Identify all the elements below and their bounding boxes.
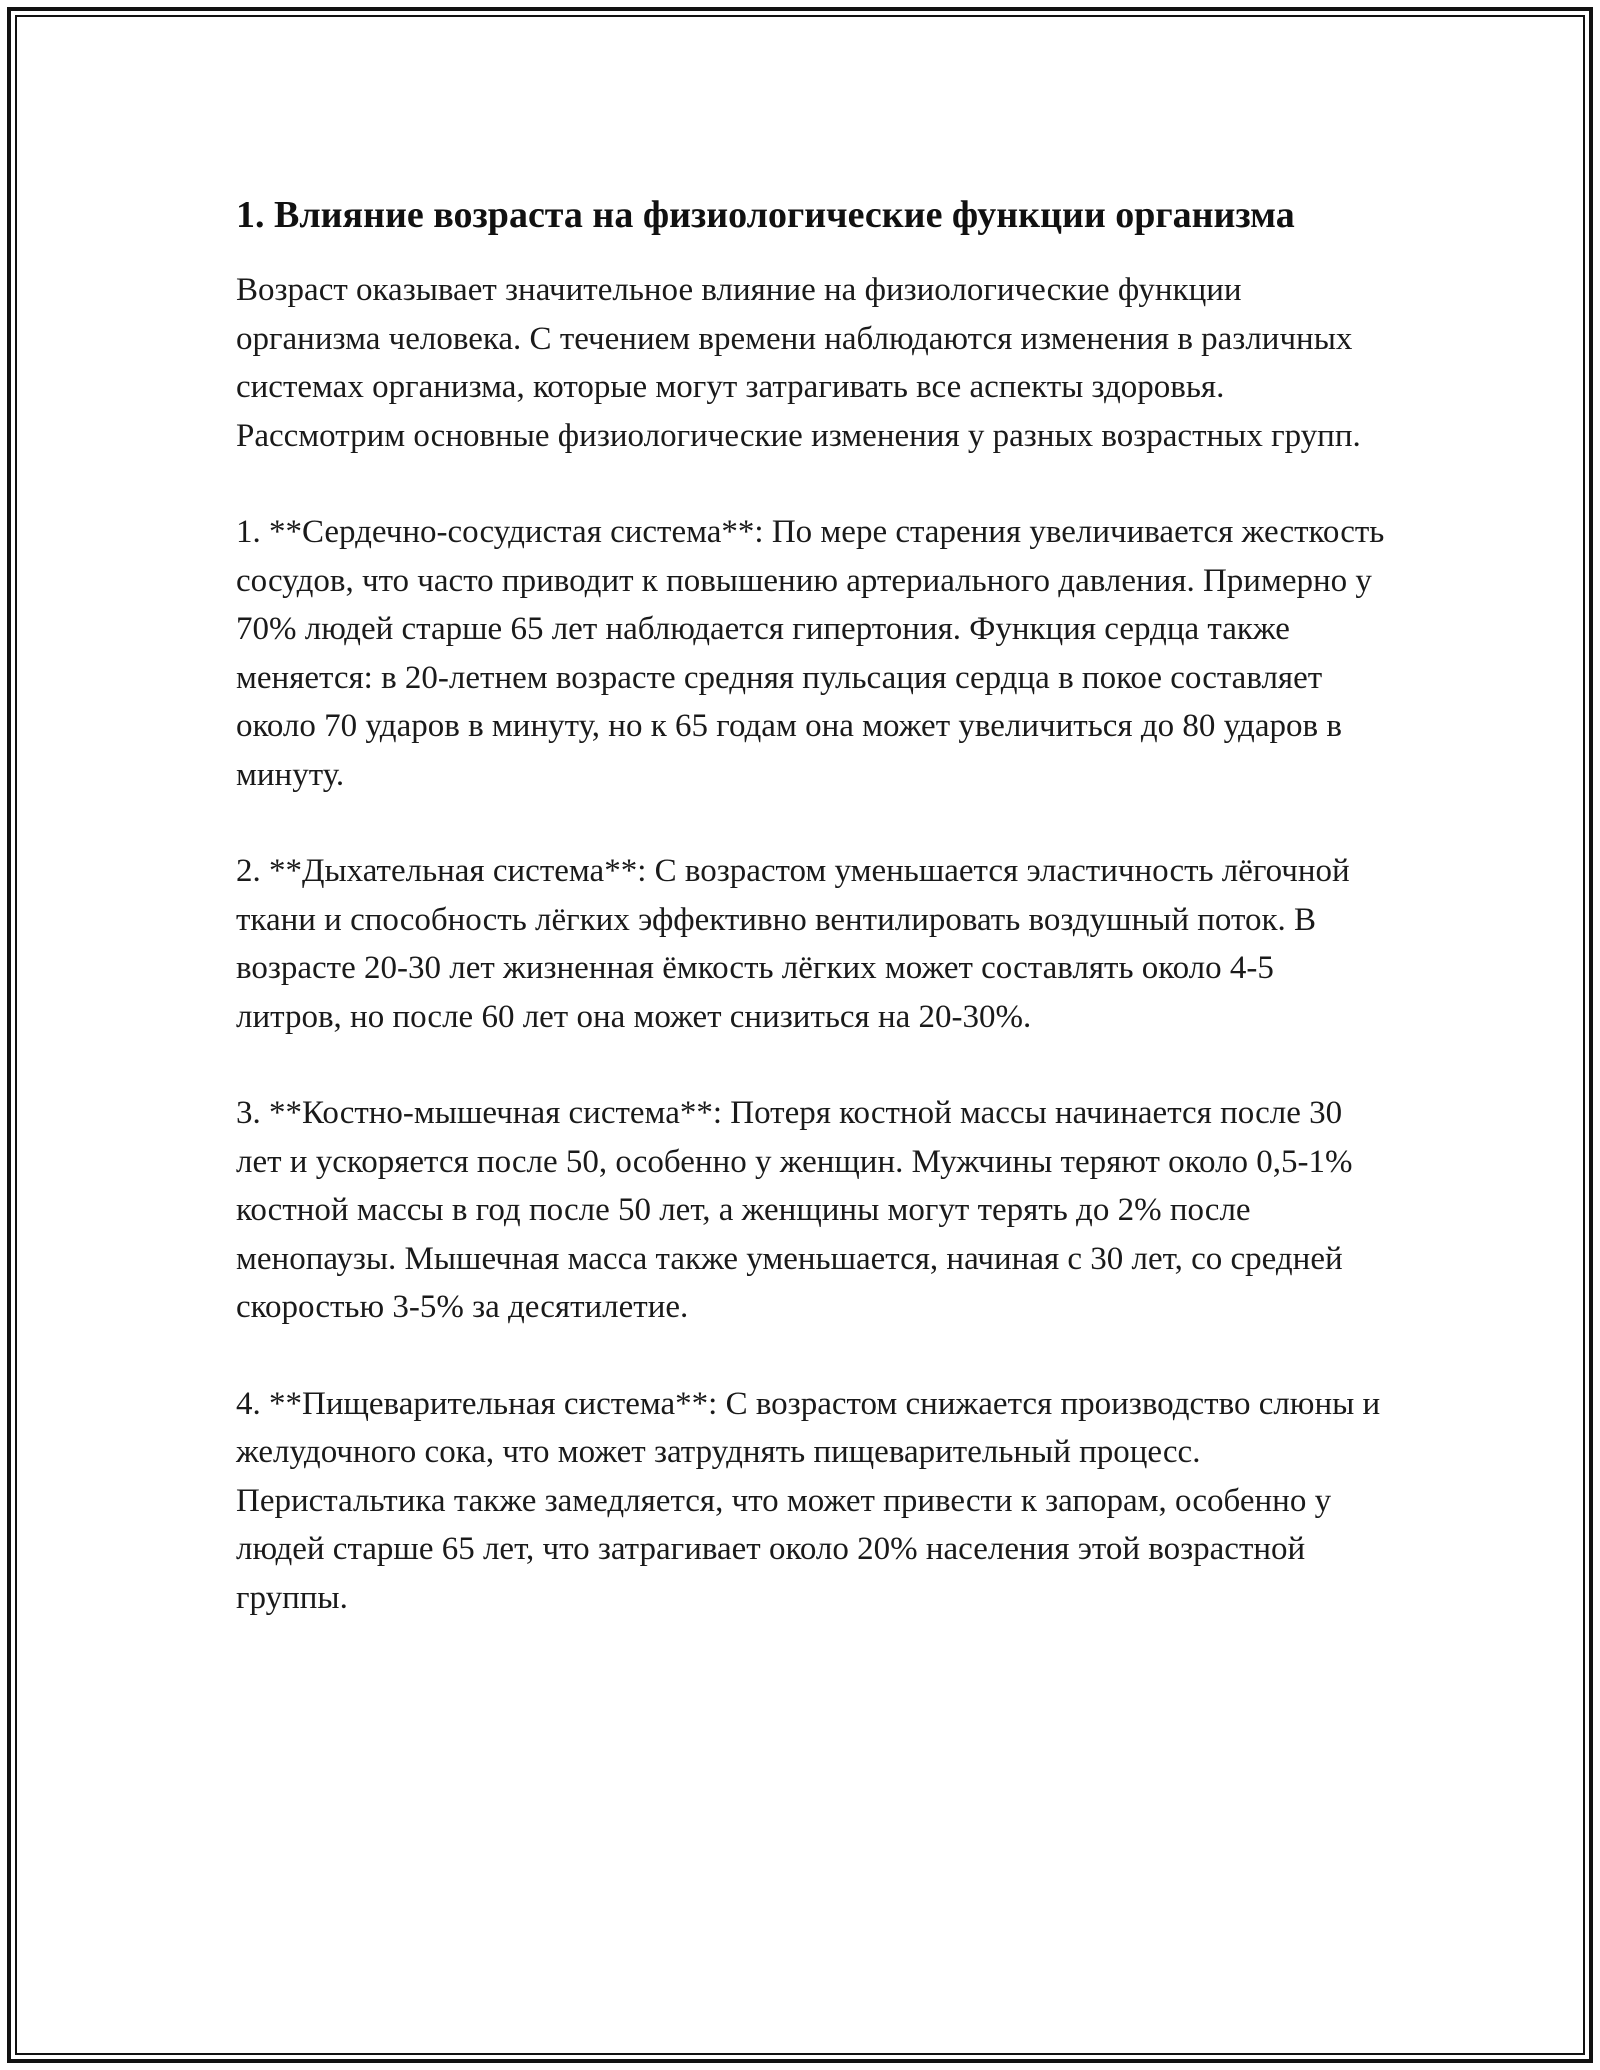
paragraph-respiratory: 2. **Дыхательная система**: С возрастом уменьшается эластичность лёгочной ткани и способность лёгких эффективно вентилировать воздушный поток. В возрасте 20-30 лет жизненная ёмкость лёгких может составлять около 4-5 литров, но после 60 лет она может снизиться на 20-30%. [236,853,1350,1035]
document-body [236,188,1386,1670]
paragraph-cardiovascular: 1. **Сердечно-сосудистая система**: По мере старения увеличивается жесткость сосудов, что часто приводит к повышению артериального давления. Примерно у 70% людей старше 65 лет наблюдается гипертония. Функция сердца также меняется: в 20-летнем возрасте средняя пульсация сердца в покое составляет около 70 ударов в минуту, но к 65 годам она может увеличиться до 80 ударов в минуту. [236,514,1385,793]
paragraph-digestive: 4. **Пищеварительная система**: С возрастом снижается производство слюны и желудочного сока, что может затруднять пищеварительный процесс. Перистальтика также замедляется, что может привести к запорам, особенно у людей старше 65 лет, что затрагивает около 20% населения этой возрастной группы. [236,1385,1381,1616]
document-title: 1. Влияние возраста на физиологические функции организма [236,194,1295,236]
paragraph-intro: Возраст оказывает значительное влияние на физиологические функции организма человека. С течением времени наблюдаются изменения в различных системах организма, которые могут затрагивать все аспекты здоровья. Рассмотрим основные физиологические изменения у разных возрастных групп. [236,272,1361,454]
paragraph-musculoskeletal: 3. **Костно-мышечная система**: Потеря костной массы начинается после 30 лет и ускоряется после 50, особенно у женщин. Мужчины теряют около 0,5-1% костной массы в год после 50 лет, а женщины могут терять до 2% после менопаузы. Мышечная масса также уменьшается, начиная с 30 лет, со средней скоростью 3-5% за десятилетие. [236,1095,1353,1325]
